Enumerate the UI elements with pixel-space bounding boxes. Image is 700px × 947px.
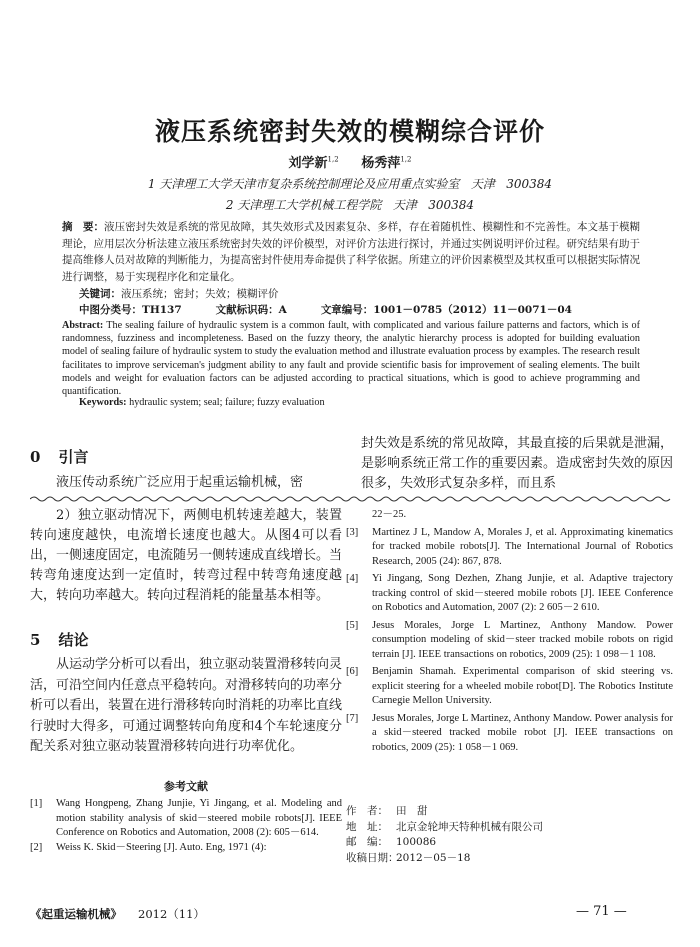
reference-number: [2] [30,841,43,853]
references-right [346,508,673,755]
reference-item [346,619,673,663]
reference-text: Jesus Morales, Jorge L Martinez, Anthony Mandow. Power consumption modeling of skid－steer tracked mobile robots on rigid terrain [J]. IEEE transactions on robotics, 2009 (25): 1 098－1 108. [372,619,673,660]
reference-text: Jesus Morales, Jorge L Martinez, Anthony Mandow. Power analysis for a skid－steered tracked mobile robot [J]. IEEE transactions on robotics, 2009 (25): 1 058－1 069. [372,712,673,753]
affiliation-1: 1 天津理工大学天津市复杂系统控制理论及应用重点实验室 天津 300384 [147,177,553,191]
keywords-cn-text: 液压系统；密封；失效；模糊评价 [121,288,279,300]
section-number: 0 [30,448,41,466]
section-title: 结论 [58,631,89,649]
contact-value: 田 甜 [396,805,428,817]
contact-row [346,804,543,820]
conclusion-paragraph: 从运动学分析可以看出，独立驱动装置滑移转向灵活，可沿空间内任意点平稳转向。对滑移转向的功率分析可以看出，装置在进行滑移转向时消耗的功率比直线行驶时大得多，可通过调整转向角度和4个车轮速度分配关系对独立驱动装置滑移转向进行功率优化。 [30,657,343,754]
reference-number: [1] [30,798,43,809]
reference-continuation [346,508,673,523]
reference-number: [7] [346,712,359,724]
keywords-cn-label: 关键词： [79,288,121,300]
section-0-heading [30,446,88,467]
classification-line [79,302,639,317]
reference-text: Benjamin Shamah. Experimental comparison of skid steering vs. explicit steering for a wheeled mobile robot[D]. The Robotics Institute Carnegie Mellon University. [372,666,673,706]
reference-item [346,572,673,616]
keywords-cn [79,286,279,301]
abstract-en [62,319,640,398]
contact-value: 北京金轮坤天特种机械有限公司 [396,820,543,833]
reference-item [346,712,673,756]
page-cut-divider [30,494,673,504]
reference-item [346,526,673,570]
contact-label: 邮 编： [346,836,388,848]
reference-text: Wang Hongpeng, Zhang Junjie, Yi Jingang, et al. Modeling and motion stability analysis of skid－steered mobile robots[J]. IEEE Conference on Robotics and Automation, 2008 (2): 605－614. [56,798,342,838]
footer-journal [30,906,205,922]
reference-text: Yi Jingang, Song Dezhen, Zhang Junjie, et al. Adaptive trajectory tracking control of skid－steered mobile robots [J]. IEEE Conference on Robotics and Automation, 2007 (2): 2 605－2 610. [372,573,673,613]
article-number: 文章编号：1001－0785（2012）11－0071－04 [320,304,572,316]
document-code: 文献标识码：A [215,304,287,316]
author-line [0,152,700,171]
paper-title: 液压系统密封失效的模糊综合评价 [154,117,545,146]
author-contact-block [346,804,543,866]
keywords-en-label: Keywords: [79,397,127,408]
reference-text: Weiss K. Skid－Steering [J]. Auto. Eng, 1971 (4): [56,841,267,853]
reference-number: [4] [346,573,359,584]
journal-name: 《起重运输机械》 [30,907,122,921]
author-affiliation-mark: 1,2 [327,155,339,164]
section-title: 引言 [58,448,89,466]
page-number: — 71 — [576,904,627,919]
references-heading: 参考文献 [164,780,208,793]
journal-issue: 2012（11） [138,907,205,921]
section-5-heading [30,629,88,650]
contact-label: 地 址： [346,820,388,833]
contact-row [346,851,543,867]
abstract-en-text: The sealing failure of hydraulic system is a common fault, with complicated and various failure patterns and factors, which is of randomness, fuzziness and incompleteness. Based on the fuzzy theory, the analytic hierarchy process is adopted for building evaluation model of sealing failure of hydraulic system to study the evaluation method and illustrate evaluation process by examples. The research result facilitates to improve serviceman's judgment ability to any fault and provide scientific basis for improvement of sealing elements. The built models and weight for evaluation factors can be adjusted according to practical situations, which is good to achieve programming and quantification. [62,320,641,398]
contact-value: 100086 [396,836,437,848]
abstract-cn [62,219,640,285]
intro-paragraph-right: 封失效是系统的常见故障，其最直接的后果就是泄漏，是影响系统正常工作的重要因素。造成密封失效的原因很多，失效形式复杂多样，而且系 [361,436,674,491]
intro-paragraph-left: 液压传动系统广泛应用于起重运输机械，密 [56,475,304,490]
reference-text: Martinez J L, Mandow A, Morales J, et al. Approximating kinematics for tracked mobile robots[J]. The International Journal of Robotics Research, 2005 (24): 867, 878. [372,526,673,567]
keywords-en-text: hydraulic system; seal; failure; fuzzy evaluation [129,397,325,408]
author-name: 杨秀萍 [361,156,401,171]
reference-number: [3] [346,526,359,538]
body-left-column [30,506,342,606]
affiliation-2: 2 天津理工大学机械工程学院 天津 300384 [225,198,475,212]
reference-text: 22－25. [372,509,407,520]
abstract-en-label: Abstract: [62,320,104,331]
reference-number: [6] [346,666,359,677]
author-affiliation-mark: 1,2 [400,155,412,164]
reference-item [346,665,673,709]
keywords-en [79,397,325,408]
contact-row [346,820,543,836]
contact-row [346,835,543,851]
abstract-cn-text: 液压密封失效是系统的常见故障，其失效形式及因素复杂、多样，存在着随机性、模糊性和不完善性。本文基于模糊理论，应用层次分析法建立液压系统密封失效的评价模型，对评价方法进行探讨，并通过实例说明评价过程。研究结果有助于提高维修人员对故障的判断能力，为提高密封件使用寿命提供了科学依据。所建立的评价因素模型及其权重可以根据实际情况进行调整，易于实现程序化和定量化。 [62,221,641,283]
reference-number: [5] [346,619,359,631]
reference-item [30,797,342,841]
body-paragraph: 2）独立驱动情况下，两侧电机转速差越大，装置转向速度越快，电流增长速度也越大。从图4可以看出，一侧速度固定，电流随另一侧转速成直线增长。当转弯角速度达到一定值时，转弯过程中转弯角速度越大，转向功率越大。转向过程消耗的能量基本相等。 [30,508,343,603]
clc-number: 中图分类号：TH137 [79,304,182,316]
references-left [30,797,342,855]
contact-label: 收稿日期： [346,851,399,864]
contact-label: 作 者： [346,805,388,817]
abstract-cn-label: 摘 要： [62,221,105,233]
contact-value: 2012－05－18 [396,851,471,864]
reference-item [30,841,342,856]
section-number: 5 [30,631,41,649]
author-name: 刘学新 [288,156,328,171]
